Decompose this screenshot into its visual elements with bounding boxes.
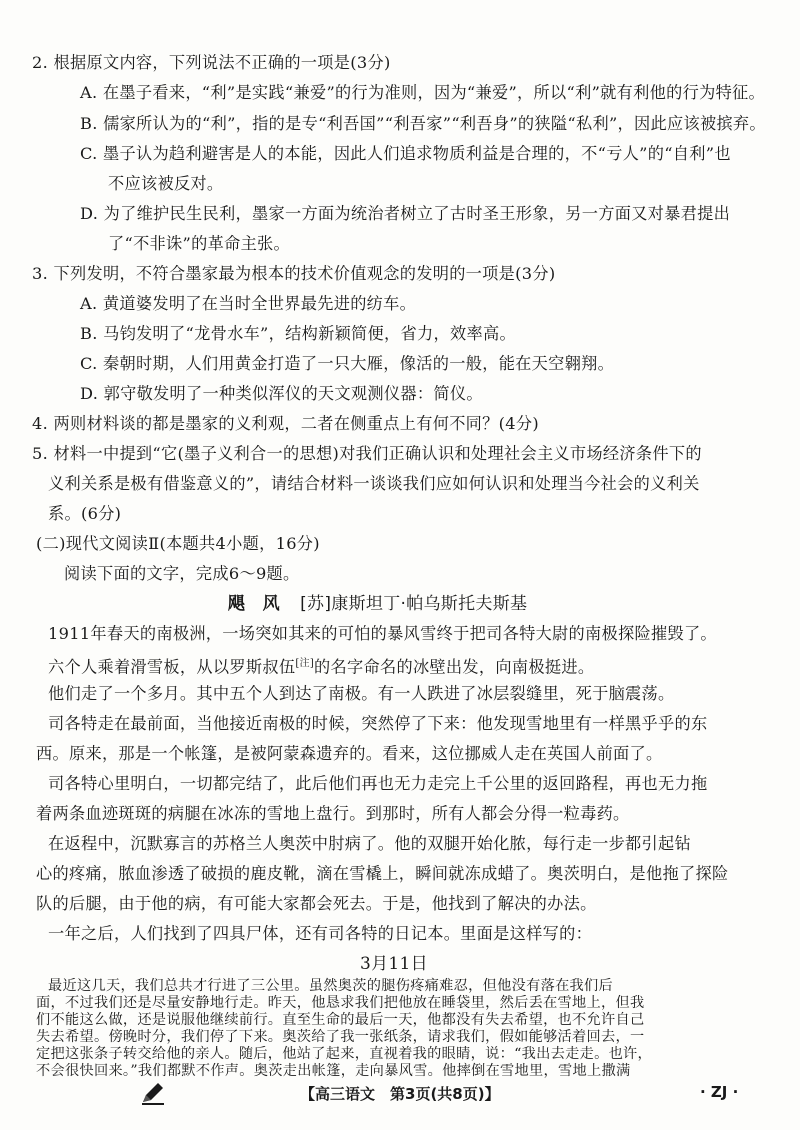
question-3-option-d: D. 郭守敬发明了一种类似浑仪的天文观测仪器：简仪。	[80, 384, 483, 403]
paragraph-5: 司各特心里明白，一切都完结了，此后他们再也无力走完上千公里的返回路程，再也无力拖	[48, 774, 708, 793]
paragraph-8-line-4: 失去希望。傍晚时分，我们停了下来。奥茨给了我一张纸条，请求我们，假如能够活着回去，一	[36, 1029, 645, 1045]
paragraph-8-line-2: 面，不过我们还是尽量安静地行走。昨天，他恳求我们把他放在睡袋里，然后丢在雪地上，但我	[36, 995, 645, 1011]
question-3-option-b: B. 马钧发明了“龙骨水车”，结构新颖简便，省力，效率高。	[80, 324, 516, 343]
paragraph-2	[48, 653, 594, 678]
question-2-option-a: A. 在墨子看来，“利”是实践“兼爱”的行为准则，因为“兼爱”，所以“利”就有利他的行为特征。	[80, 83, 766, 102]
paragraph-2-text-end: 的名字命名的冰壁出发，向南极挺进。	[314, 657, 595, 677]
paragraph-8-line-3: 们不能这么做，还是说服他继续前行。直至生命的最后一天，他都没有失去希望，也不允许自己	[36, 1012, 645, 1028]
paragraph-1: 1911年春天的南极洲，一场突如其来的可怕的暴风雪终于把司各特大尉的南极探险摧毁了。	[48, 624, 717, 643]
article-author: [苏]康斯坦丁·帕乌斯托夫斯基	[300, 594, 528, 614]
question-3-option-a: A. 黄道婆发明了在当时全世界最先进的纺车。	[80, 294, 417, 313]
article-title-main: 飓 风	[228, 594, 280, 614]
footer-code: · ZJ ·	[700, 1083, 739, 1101]
question-2-option-d: D. 为了维护民生民利，墨家一方面为统治者树立了古时圣王形象，另一方面又对暴君提出	[80, 204, 731, 223]
paragraph-6-continued-2: 队的后腿，由于他的病，有可能大家都会死去。于是，他找到了解决的办法。	[36, 894, 597, 913]
paragraph-4-continued: 西。原来，那是一个帐篷，是被阿蒙森遗弃的。看来，这位挪威人走在英国人前面了。	[36, 744, 663, 763]
diary-date: 3月11日	[360, 954, 428, 974]
paragraph-4: 司各特走在最前面，当他接近南极的时候，突然停了下来：他发现雪地里有一样黑乎乎的东	[48, 714, 708, 733]
question-3-stem: 3. 下列发明，不符合墨家最为根本的技术价值观念的发明的一项是(3分)	[32, 264, 556, 283]
question-2-option-d-continued: 了“不非诛”的革命主张。	[108, 234, 291, 253]
paragraph-7: 一年之后，人们找到了四具尸体，还有司各特的日记本。里面是这样写的：	[48, 924, 593, 943]
paragraph-5-continued: 着两条血迹斑斑的病腿在冰冻的雪地上盘行。到那时，所有人都会分得一粒毒药。	[36, 804, 630, 823]
pencil-icon	[140, 1080, 166, 1110]
question-2-stem: 2. 根据原文内容，下列说法不正确的一项是(3分)	[32, 53, 391, 72]
paragraph-3: 他们走了一个多月。其中五个人到达了南极。有一人跌进了冰层裂缝里，死于脑震荡。	[48, 684, 675, 703]
question-5-stem-line-3: 系。(6分)	[48, 504, 122, 523]
question-4-stem: 4. 两则材料谈的都是墨家的义利观，二者在侧重点上有何不同？(4分)	[32, 414, 539, 433]
paragraph-2-text-start: 六个人乘着滑雪板，从以罗斯叔伍	[48, 657, 296, 677]
question-2-option-c: C. 墨子认为趋利避害是人的本能，因此人们追求物质利益是合理的，不“亏人”的“自利”也	[80, 144, 731, 163]
paragraph-8-line-5: 定把这张条子转交给他的亲人。随后，他站了起来，直视着我的眼睛，说：“我出去走走。也许，	[36, 1046, 653, 1062]
question-2-option-c-continued: 不应该被反对。	[108, 174, 224, 193]
paragraph-8: 最近这几天，我们总共才行进了三公里。虽然奥茨的腿伤疼痛难忍，但他没有落在我们后	[48, 978, 614, 994]
paragraph-8-line-6: 不会很快回来。”我们都默不作声。奥茨走出帐篷，走向暴风雪。他摔倒在雪地里，雪地上撒满	[36, 1063, 631, 1079]
question-5-stem-line-2: 义利关系是极有借鉴意义的”，请结合材料一谈谈我们应如何认识和处理当今社会的义利关	[48, 474, 700, 493]
question-3-option-c: C. 秦朝时期，人们用黄金打造了一只大雁，像活的一般，能在天空翱翔。	[80, 354, 615, 373]
page-footer	[0, 1080, 800, 1108]
reading-instruction: 阅读下面的文字，完成6～9题。	[64, 564, 300, 583]
paragraph-6: 在返程中，沉默寡言的苏格兰人奥茨中肘病了。他的双腿开始化脓，每行走一步都引起钻	[48, 834, 692, 853]
paragraph-6-continued: 心的疼痛，脓血渗透了破损的鹿皮靴，滴在雪橇上，瞬间就冻成蜡了。奥茨明白，是他拖了探险	[36, 864, 729, 883]
question-5-stem: 5. 材料一中提到“它(墨子义利合一的思想)对我们正确认识和处理社会主义市场经济条件下的	[32, 444, 702, 463]
section-heading: (二)现代文阅读Ⅱ(本题共4小题，16分)	[36, 534, 320, 553]
question-2-option-b: B. 儒家所认为的“利”，指的是专“利吾国”“利吾家”“利吾身”的狭隘“私利”，因此应该被摈弃。	[80, 114, 766, 133]
article-title	[228, 593, 527, 615]
footnote-marker: [注]	[295, 658, 315, 669]
footer-subject-page: 【高三语文 第3页(共8页)】	[300, 1085, 500, 1103]
